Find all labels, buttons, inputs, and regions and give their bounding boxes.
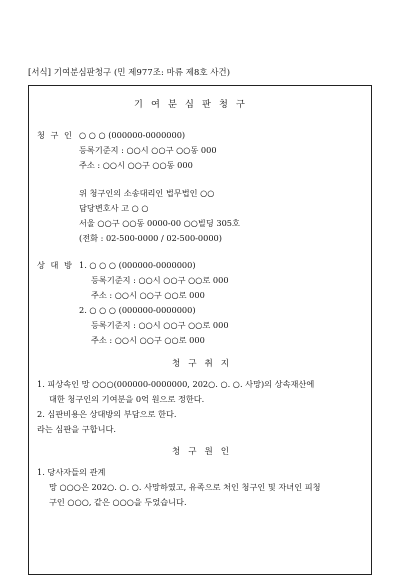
attorney-address: 서울 ○○구 ○○동 0000-00 ○○빌딩 305호 xyxy=(79,218,240,228)
respondent-2-registration: 등록기준지 : ○○시 ○○구 ○○로 000 xyxy=(91,320,229,330)
respondent-1-address: 주소 : ○○시 ○○구 ○○로 000 xyxy=(91,290,205,300)
document-frame xyxy=(28,85,372,575)
claimant-address: 주소 : ○○시 ○○구 ○○동 000 xyxy=(79,160,193,170)
claimant-label: 청 구 인 xyxy=(37,130,74,140)
respondent-2-address: 주소 : ○○시 ○○구 ○○로 000 xyxy=(91,335,205,345)
purpose-item-2: 2. 심판비용은 상대방의 부담으로 한다. xyxy=(37,409,177,419)
purpose-heading: 청 구 취 지 xyxy=(172,359,232,369)
cause-heading: 청 구 원 인 xyxy=(172,447,232,457)
form-caption: [서식] 기여분심판청구 (민 제977조: 마류 제8호 사건) xyxy=(28,67,231,77)
purpose-item-1-cont: 대한 청구인의 기여분을 0억 원으로 정한다. xyxy=(49,394,205,404)
cause-item-1: 1. 당사자들의 관계 xyxy=(37,467,106,477)
respondent-label: 상 대 방 xyxy=(37,260,74,270)
claimant-attorney: 위 청구인의 소송대리인 법무법인 ○○ xyxy=(79,188,215,198)
attorney-phone: (전화 : 02-500-0000 / 02-500-0000) xyxy=(79,233,222,243)
respondent-1-name: 1. ○ ○ ○ (000000-0000000) xyxy=(79,260,196,270)
document-title: 기 여 분 심 판 청 구 xyxy=(134,99,248,110)
claimant-name: ○ ○ ○ (000000-0000000) xyxy=(79,130,186,140)
claimant-lawyer: 담당변호사 고 ○ ○ xyxy=(79,203,149,213)
cause-item-1-text-cont: 구인 ○○○, 같은 ○○○을 두었습니다. xyxy=(49,497,187,507)
claimant-registration: 등록기준지 : ○○시 ○○구 ○○동 000 xyxy=(79,145,217,155)
respondent-2-name: 2. ○ ○ ○ (000000-0000000) xyxy=(79,305,196,315)
purpose-item-1: 1. 피상속인 망 ○○○(000000-0000000, 202○. ○. ○. 사망)의 상속재산에 xyxy=(37,379,315,389)
purpose-closing: 라는 심판을 구합니다. xyxy=(37,424,116,434)
cause-item-1-text: 망 ○○○은 202○. ○. ○. 사망하였고, 유족으로 처인 청구인 및 자녀인 피청 xyxy=(49,482,321,492)
respondent-1-registration: 등록기준지 : ○○시 ○○구 ○○로 000 xyxy=(91,275,229,285)
